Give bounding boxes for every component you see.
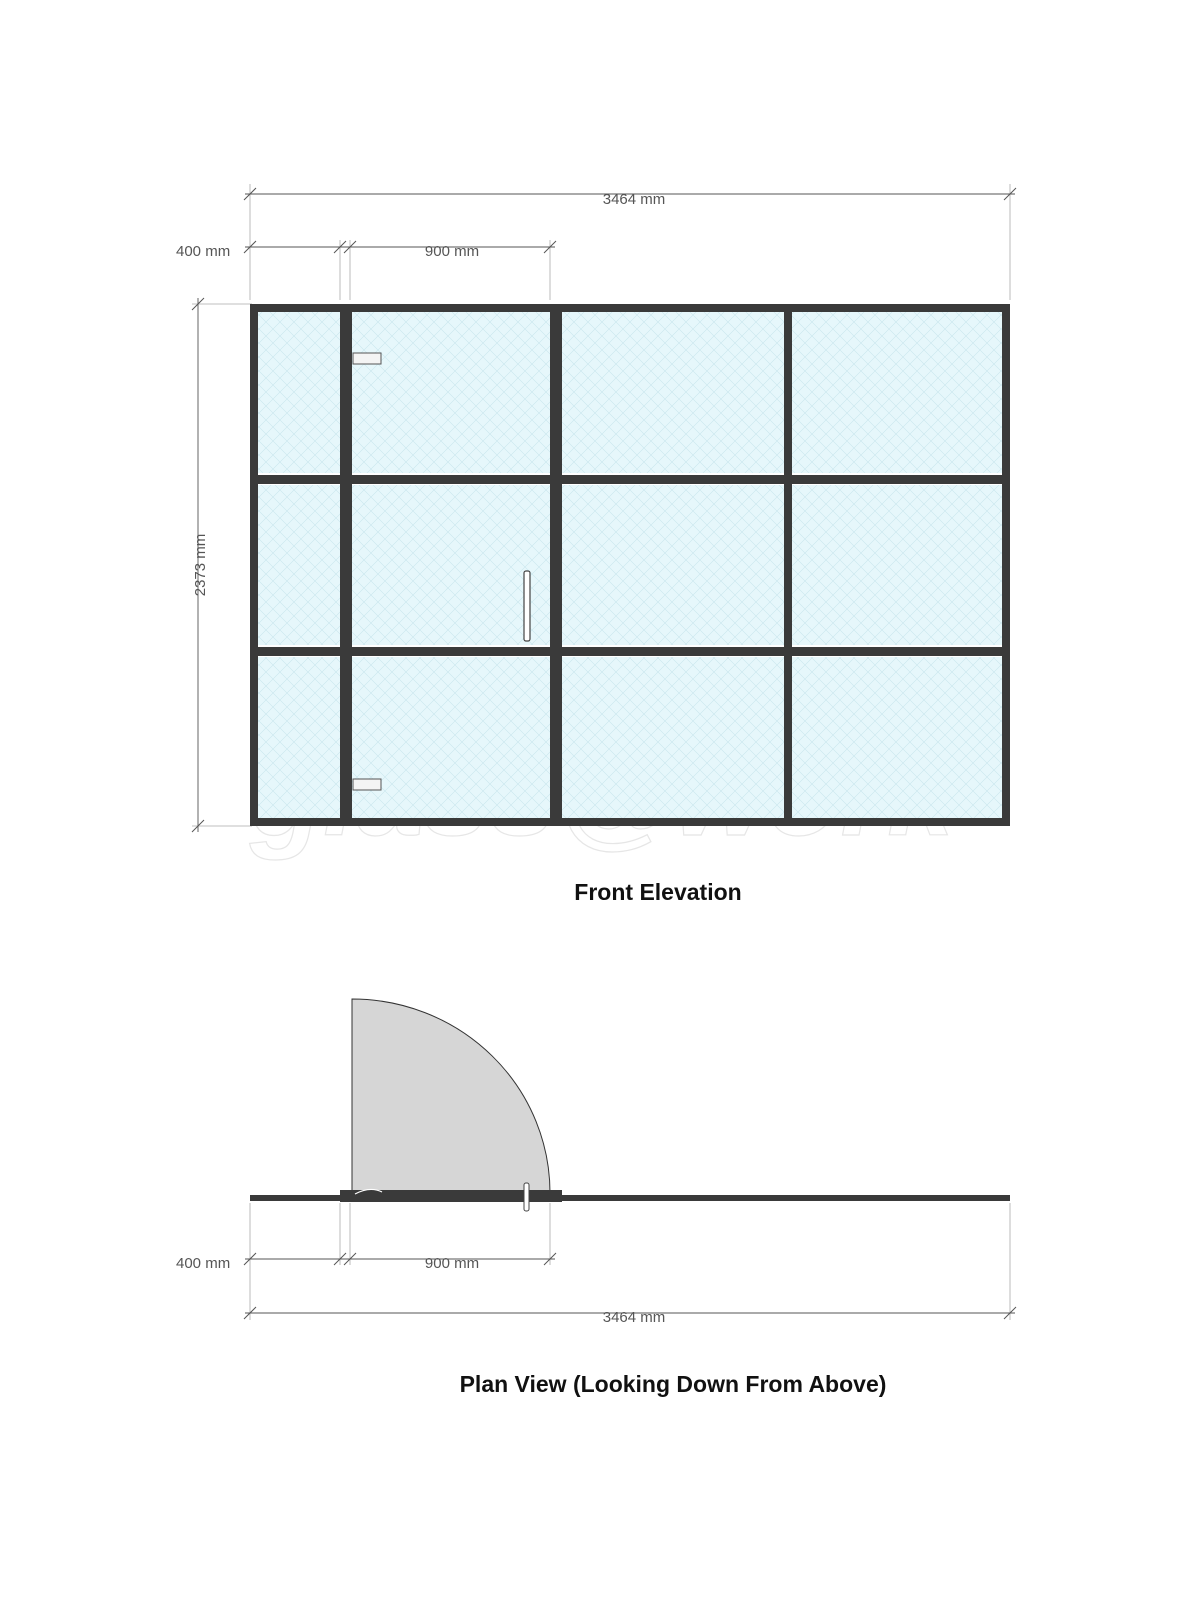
plan-view-title: Plan View (Looking Down From Above) [459,1371,887,1397]
top-hinge [353,353,381,364]
door-width-label: 900 mm [424,243,480,260]
door-swing-arc [352,999,550,1193]
side-panel-width-dimension [176,240,346,300]
door-width-dimension [344,240,556,300]
plan-handle [524,1183,529,1211]
glass-pane [258,485,340,645]
glass-pane [258,657,340,818]
plan-overall-width-label: 3464 mm [602,1309,666,1326]
plan-side-panel-dimension [176,1203,346,1320]
plan-view [176,999,1016,1397]
plan-overall-dimension [244,1203,1016,1326]
glass-pane [562,485,784,645]
front-elevation-title: Front Elevation [574,879,742,905]
front-elevation [176,184,1016,905]
side-panel-width-label: 400 mm [176,243,231,260]
plan-side-panel-width-label: 400 mm [176,1255,231,1272]
glass-pane [792,485,1002,645]
glass-pane [258,312,340,473]
door-glass-pane [352,657,550,818]
glass-pane [562,312,784,473]
door-handle [524,571,530,641]
overall-width-label: 3464 mm [602,191,666,208]
plan-door-dimension [344,1203,556,1272]
door-glass-pane [352,312,550,473]
glass-pane [792,657,1002,818]
overall-height-dimension [192,298,252,832]
bottom-hinge [353,779,381,790]
overall-height-label: 2373 mm [192,533,209,597]
door-glass-pane [352,485,550,645]
plan-door-width-label: 900 mm [424,1255,480,1272]
glass-panes [258,312,1002,818]
overall-width-dimension [244,184,1016,300]
glass-pane [792,312,1002,473]
glass-pane [562,657,784,818]
